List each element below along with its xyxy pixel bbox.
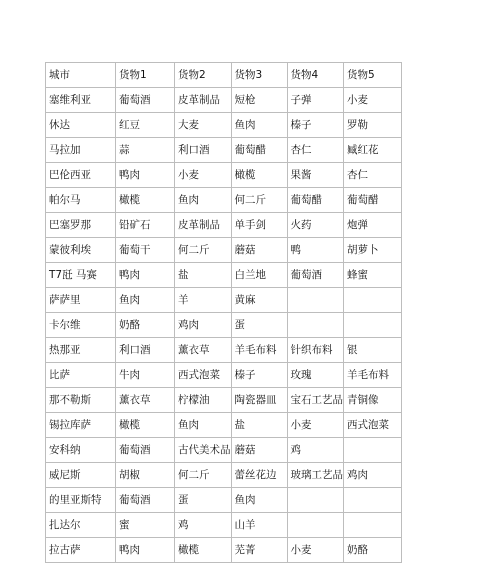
- goods-cell[interactable]: 盐: [175, 263, 232, 288]
- goods-cell[interactable]: 蕾丝花边: [231, 463, 287, 488]
- goods-cell[interactable]: 利口酒: [116, 338, 175, 363]
- header-cell[interactable]: 货物5: [344, 63, 402, 88]
- goods-cell[interactable]: 奶酪: [344, 538, 402, 563]
- goods-cell[interactable]: 火药: [287, 213, 344, 238]
- goods-cell[interactable]: 臧红花: [344, 138, 402, 163]
- goods-cell[interactable]: 橄榄: [116, 413, 175, 438]
- table-row: [46, 488, 402, 513]
- goods-cell[interactable]: 葡萄醋: [231, 138, 287, 163]
- goods-cell[interactable]: 红豆: [116, 113, 175, 138]
- goods-cell[interactable]: 葡萄醋: [287, 188, 344, 213]
- goods-cell[interactable]: 黄麻: [231, 288, 287, 313]
- goods-cell[interactable]: 皮革制品: [175, 88, 232, 113]
- goods-cell[interactable]: 橄榄: [231, 163, 287, 188]
- goods-cell[interactable]: 鸡肉: [175, 313, 232, 338]
- city-cell[interactable]: 那不勒斯: [46, 388, 116, 413]
- goods-cell[interactable]: 小麦: [287, 413, 344, 438]
- table-row: [46, 538, 402, 563]
- goods-cell[interactable]: 西式泡菜: [175, 363, 232, 388]
- table-row: [46, 113, 402, 138]
- goods-cell[interactable]: 柠檬油: [175, 388, 232, 413]
- city-cell[interactable]: 拉古萨: [46, 538, 116, 563]
- goods-cell[interactable]: 鱼肉: [231, 113, 287, 138]
- goods-cell[interactable]: 子弹: [287, 88, 344, 113]
- goods-cell[interactable]: 葡萄醋: [344, 188, 402, 213]
- goods-cell[interactable]: 鸡: [175, 513, 232, 538]
- goods-cell[interactable]: 玫瑰: [287, 363, 344, 388]
- goods-cell[interactable]: 大麦: [175, 113, 232, 138]
- goods-cell[interactable]: 牛肉: [116, 363, 175, 388]
- goods-cell[interactable]: [287, 488, 344, 513]
- goods-cell[interactable]: 胡椒: [116, 463, 175, 488]
- header-row: [46, 63, 402, 88]
- city-cell[interactable]: 马拉加: [46, 138, 116, 163]
- goods-cell[interactable]: 果酱: [287, 163, 344, 188]
- goods-cell[interactable]: 小麦: [344, 88, 402, 113]
- table-row: [46, 213, 402, 238]
- goods-cell[interactable]: 羊毛布料: [231, 338, 287, 363]
- goods-cell[interactable]: 宝石工艺品: [287, 388, 344, 413]
- goods-cell[interactable]: 羊毛布料: [344, 363, 402, 388]
- goods-cell[interactable]: [344, 313, 402, 338]
- goods-cell[interactable]: 鸭: [287, 238, 344, 263]
- city-cell[interactable]: 巴伦西亚: [46, 163, 116, 188]
- table-row: [46, 263, 402, 288]
- city-cell[interactable]: 蒙彼利埃: [46, 238, 116, 263]
- table-row: [46, 238, 402, 263]
- header-cell[interactable]: 货物2: [175, 63, 232, 88]
- goods-cell[interactable]: 蛋: [231, 313, 287, 338]
- goods-cell[interactable]: 短枪: [231, 88, 287, 113]
- table-row: [46, 413, 402, 438]
- goods-cell[interactable]: 奶酪: [116, 313, 175, 338]
- city-cell[interactable]: 萨萨里: [46, 288, 116, 313]
- header-cell[interactable]: 货物3: [231, 63, 287, 88]
- goods-cell[interactable]: 罗勒: [344, 113, 402, 138]
- goods-cell[interactable]: 银: [344, 338, 402, 363]
- goods-cell[interactable]: 盐: [231, 413, 287, 438]
- table-row: [46, 463, 402, 488]
- city-cell[interactable]: 巴塞罗那: [46, 213, 116, 238]
- goods-cell[interactable]: 橄榄: [116, 188, 175, 213]
- goods-cell[interactable]: 鸭肉: [116, 163, 175, 188]
- goods-cell[interactable]: 利口酒: [175, 138, 232, 163]
- goods-cell[interactable]: 山羊: [231, 513, 287, 538]
- goods-cell[interactable]: [287, 513, 344, 538]
- goods-cell[interactable]: [344, 438, 402, 463]
- goods-cell[interactable]: 鸡: [287, 438, 344, 463]
- goods-cell[interactable]: 陶瓷器皿: [231, 388, 287, 413]
- city-cell[interactable]: 锡拉库萨: [46, 413, 116, 438]
- goods-cell[interactable]: 榛子: [287, 113, 344, 138]
- goods-cell[interactable]: 橄榄: [175, 538, 232, 563]
- goods-cell[interactable]: 葡萄干: [116, 238, 175, 263]
- city-cell[interactable]: 的里亚斯特: [46, 488, 116, 513]
- goods-cell[interactable]: 蒜: [116, 138, 175, 163]
- goods-cell[interactable]: [287, 288, 344, 313]
- header-cell[interactable]: 货物1: [116, 63, 175, 88]
- goods-cell[interactable]: 小麦: [175, 163, 232, 188]
- goods-cell[interactable]: 鱼肉: [116, 288, 175, 313]
- table-row: [46, 338, 402, 363]
- goods-cell[interactable]: 蜜: [116, 513, 175, 538]
- spreadsheet-table: [45, 62, 402, 563]
- city-cell[interactable]: 威尼斯: [46, 463, 116, 488]
- goods-cell[interactable]: 铅矿石: [116, 213, 175, 238]
- table-row: [46, 438, 402, 463]
- table-body: [46, 63, 402, 563]
- goods-cell[interactable]: 玻璃工艺品: [287, 463, 344, 488]
- goods-cell[interactable]: 白兰地: [231, 263, 287, 288]
- goods-cell[interactable]: 薰衣草: [116, 388, 175, 413]
- header-cell[interactable]: 城市: [46, 63, 116, 88]
- goods-cell[interactable]: 葡萄酒: [116, 488, 175, 513]
- goods-cell[interactable]: 鱼肉: [175, 188, 232, 213]
- goods-cell[interactable]: 蛋: [175, 488, 232, 513]
- goods-cell[interactable]: 何二斤: [231, 188, 287, 213]
- city-cell[interactable]: 帕尔马: [46, 188, 116, 213]
- goods-cell[interactable]: 炮弹: [344, 213, 402, 238]
- table-row: [46, 88, 402, 113]
- goods-cell[interactable]: 单手剑: [231, 213, 287, 238]
- goods-cell[interactable]: 何二斤: [175, 238, 232, 263]
- goods-cell[interactable]: 皮革制品: [175, 213, 232, 238]
- goods-cell[interactable]: 鱼肉: [175, 413, 232, 438]
- goods-cell[interactable]: 蘑菇: [231, 438, 287, 463]
- goods-cell[interactable]: 何二斤: [175, 463, 232, 488]
- goods-cell[interactable]: 葡萄酒: [116, 88, 175, 113]
- city-cell[interactable]: 塞维利亚: [46, 88, 116, 113]
- goods-cell[interactable]: 杏仁: [287, 138, 344, 163]
- goods-cell[interactable]: 榛子: [231, 363, 287, 388]
- city-cell[interactable]: 安科纳: [46, 438, 116, 463]
- table-row: [46, 138, 402, 163]
- goods-cell[interactable]: [287, 313, 344, 338]
- table-row: [46, 363, 402, 388]
- goods-cell[interactable]: 鱼肉: [231, 488, 287, 513]
- goods-cell[interactable]: 葡萄酒: [116, 438, 175, 463]
- goods-cell[interactable]: 羊: [175, 288, 232, 313]
- goods-cell[interactable]: 小麦: [287, 538, 344, 563]
- table-row: [46, 388, 402, 413]
- table-row: [46, 513, 402, 538]
- table-row: [46, 163, 402, 188]
- goods-cell[interactable]: 蜂蜜: [344, 263, 402, 288]
- goods-cell[interactable]: 鸡肉: [344, 463, 402, 488]
- city-cell[interactable]: T7瓩 马赛: [46, 263, 116, 288]
- goods-cell[interactable]: [344, 513, 402, 538]
- goods-cell[interactable]: [344, 288, 402, 313]
- city-cell[interactable]: 热那亚: [46, 338, 116, 363]
- goods-cell[interactable]: 胡萝卜: [344, 238, 402, 263]
- goods-cell[interactable]: 古代美术品: [175, 438, 232, 463]
- goods-cell[interactable]: 青铜像: [344, 388, 402, 413]
- goods-cell[interactable]: 芜菁: [231, 538, 287, 563]
- goods-cell[interactable]: 鸭肉: [116, 263, 175, 288]
- goods-cell[interactable]: 杏仁: [344, 163, 402, 188]
- table-row: [46, 288, 402, 313]
- table-row: [46, 313, 402, 338]
- header-cell[interactable]: 货物4: [287, 63, 344, 88]
- city-cell[interactable]: 休达: [46, 113, 116, 138]
- goods-cell[interactable]: [344, 488, 402, 513]
- goods-cell[interactable]: 西式泡菜: [344, 413, 402, 438]
- goods-cell[interactable]: 葡萄酒: [287, 263, 344, 288]
- goods-cell[interactable]: 针织布料: [287, 338, 344, 363]
- goods-cell[interactable]: 薰衣草: [175, 338, 232, 363]
- city-cell[interactable]: 卡尔维: [46, 313, 116, 338]
- table-row: [46, 188, 402, 213]
- goods-cell[interactable]: 鸭肉: [116, 538, 175, 563]
- goods-cell[interactable]: 蘑菇: [231, 238, 287, 263]
- city-cell[interactable]: 扎达尔: [46, 513, 116, 538]
- city-cell[interactable]: 比萨: [46, 363, 116, 388]
